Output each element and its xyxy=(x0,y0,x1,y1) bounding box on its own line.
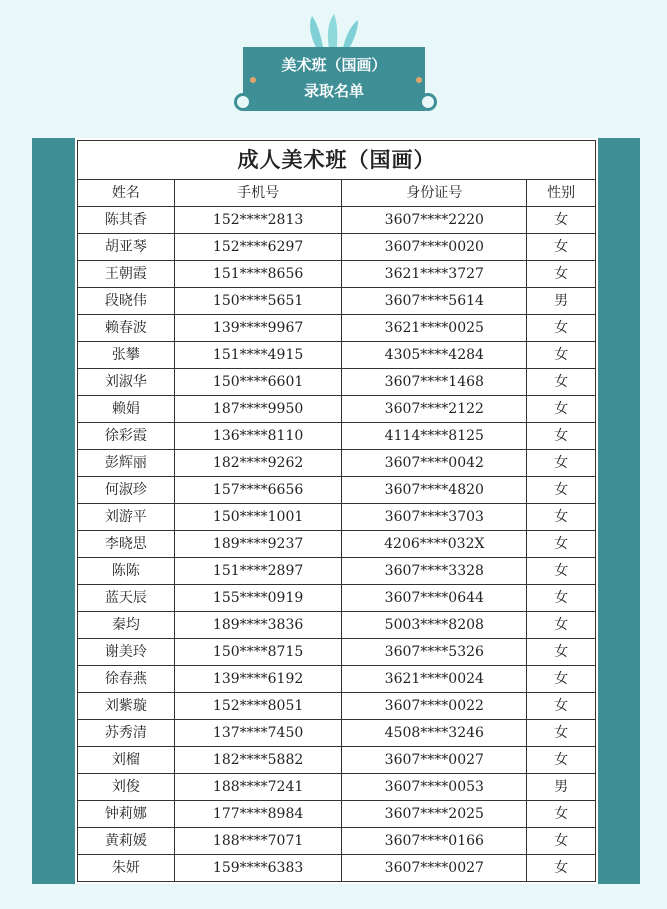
table-row xyxy=(78,504,596,531)
roster-body xyxy=(78,207,596,882)
table-row xyxy=(78,342,596,369)
cell-name: 刘游平 xyxy=(78,504,175,531)
cell-id-number: 3607****4820 xyxy=(342,477,527,504)
cell-name: 苏秀清 xyxy=(78,720,175,747)
cell-gender: 女 xyxy=(527,369,596,396)
table-row xyxy=(78,477,596,504)
banner-title-line2: 录取名单 xyxy=(303,82,364,100)
cell-gender: 女 xyxy=(527,558,596,585)
cell-phone: 150****1001 xyxy=(174,504,342,531)
table-row xyxy=(78,693,596,720)
cell-id-number: 3607****0042 xyxy=(342,450,527,477)
cell-gender: 女 xyxy=(527,612,596,639)
header-row xyxy=(78,180,596,207)
banner-dot-left xyxy=(250,77,256,83)
table-row xyxy=(78,315,596,342)
table-title: 成人美术班（国画） xyxy=(78,141,596,180)
cell-id-number: 3607****2122 xyxy=(342,396,527,423)
cell-name: 彭辉丽 xyxy=(78,450,175,477)
roster-table xyxy=(77,140,596,882)
cell-name: 段晓伟 xyxy=(78,288,175,315)
table-row xyxy=(78,396,596,423)
table-row xyxy=(78,639,596,666)
cell-phone: 155****0919 xyxy=(174,585,342,612)
table-row xyxy=(78,612,596,639)
header-phone: 手机号 xyxy=(174,180,342,207)
cell-gender: 女 xyxy=(527,342,596,369)
table-row xyxy=(78,423,596,450)
banner-ring-left xyxy=(234,93,252,111)
cell-gender: 女 xyxy=(527,720,596,747)
cell-phone: 159****6383 xyxy=(174,855,342,882)
cell-gender: 女 xyxy=(527,828,596,855)
cell-gender: 女 xyxy=(527,666,596,693)
table-row xyxy=(78,207,596,234)
cell-id-number: 3621****0025 xyxy=(342,315,527,342)
cell-gender: 男 xyxy=(527,288,596,315)
cell-phone: 182****9262 xyxy=(174,450,342,477)
cell-phone: 151****8656 xyxy=(174,261,342,288)
cell-name: 刘淑华 xyxy=(78,369,175,396)
table-row xyxy=(78,855,596,882)
cell-id-number: 3621****0024 xyxy=(342,666,527,693)
cell-name: 钟莉娜 xyxy=(78,801,175,828)
cell-gender: 女 xyxy=(527,396,596,423)
cell-phone: 150****6601 xyxy=(174,369,342,396)
table-row xyxy=(78,531,596,558)
cell-gender: 女 xyxy=(527,747,596,774)
cell-id-number: 4305****4284 xyxy=(342,342,527,369)
cell-id-number: 3607****3328 xyxy=(342,558,527,585)
cell-name: 王朝霞 xyxy=(78,261,175,288)
table-row xyxy=(78,666,596,693)
cell-gender: 女 xyxy=(527,234,596,261)
cell-gender: 女 xyxy=(527,504,596,531)
cell-gender: 女 xyxy=(527,261,596,288)
table-row xyxy=(78,801,596,828)
cell-gender: 女 xyxy=(527,585,596,612)
table-row xyxy=(78,261,596,288)
cell-id-number: 3607****3703 xyxy=(342,504,527,531)
cell-id-number: 4508****3246 xyxy=(342,720,527,747)
cell-phone: 139****9967 xyxy=(174,315,342,342)
table-row xyxy=(78,720,596,747)
table-row xyxy=(78,450,596,477)
cell-id-number: 3607****0022 xyxy=(342,693,527,720)
cell-phone: 152****8051 xyxy=(174,693,342,720)
cell-id-number: 3607****0027 xyxy=(342,747,527,774)
cell-phone: 139****6192 xyxy=(174,666,342,693)
cell-name: 刘榴 xyxy=(78,747,175,774)
cell-name: 陈其香 xyxy=(78,207,175,234)
cell-phone: 137****7450 xyxy=(174,720,342,747)
cell-name: 朱妍 xyxy=(78,855,175,882)
cell-name: 刘紫璇 xyxy=(78,693,175,720)
cell-gender: 女 xyxy=(527,693,596,720)
cell-phone: 151****2897 xyxy=(174,558,342,585)
cell-id-number: 4206****032X xyxy=(342,531,527,558)
cell-gender: 女 xyxy=(527,423,596,450)
cell-name: 谢美玲 xyxy=(78,639,175,666)
table-row xyxy=(78,828,596,855)
table-row xyxy=(78,288,596,315)
header-banner-area xyxy=(0,0,667,130)
banner-title-line1: 美术班（国画） xyxy=(281,56,387,74)
cell-id-number: 3607****0166 xyxy=(342,828,527,855)
header-id-number: 身份证号 xyxy=(342,180,527,207)
cell-phone: 189****9237 xyxy=(174,531,342,558)
cell-id-number: 3607****2025 xyxy=(342,801,527,828)
table-row xyxy=(78,774,596,801)
cell-name: 赖春波 xyxy=(78,315,175,342)
cell-name: 徐彩霞 xyxy=(78,423,175,450)
cell-gender: 女 xyxy=(527,450,596,477)
cell-name: 刘俊 xyxy=(78,774,175,801)
cell-gender: 女 xyxy=(527,855,596,882)
cell-phone: 187****9950 xyxy=(174,396,342,423)
cell-phone: 188****7071 xyxy=(174,828,342,855)
cell-gender: 女 xyxy=(527,477,596,504)
cell-name: 秦均 xyxy=(78,612,175,639)
cell-phone: 182****5882 xyxy=(174,747,342,774)
cell-phone: 152****6297 xyxy=(174,234,342,261)
header-name: 姓名 xyxy=(78,180,175,207)
cell-id-number: 3607****0053 xyxy=(342,774,527,801)
cell-id-number: 3607****5614 xyxy=(342,288,527,315)
cell-name: 陈陈 xyxy=(78,558,175,585)
cell-id-number: 3621****3727 xyxy=(342,261,527,288)
cell-name: 蓝天辰 xyxy=(78,585,175,612)
cell-gender: 女 xyxy=(527,315,596,342)
cell-phone: 150****8715 xyxy=(174,639,342,666)
cell-gender: 男 xyxy=(527,774,596,801)
banner-ring-right xyxy=(419,93,437,111)
cell-name: 何淑珍 xyxy=(78,477,175,504)
cell-phone: 157****6656 xyxy=(174,477,342,504)
cell-gender: 女 xyxy=(527,801,596,828)
cell-id-number: 3607****2220 xyxy=(342,207,527,234)
cell-gender: 女 xyxy=(527,531,596,558)
cell-name: 黄莉媛 xyxy=(78,828,175,855)
header-gender: 性别 xyxy=(527,180,596,207)
cell-name: 张攀 xyxy=(78,342,175,369)
cell-phone: 189****3836 xyxy=(174,612,342,639)
table-row xyxy=(78,234,596,261)
cell-gender: 女 xyxy=(527,639,596,666)
cell-phone: 177****8984 xyxy=(174,801,342,828)
cell-name: 赖娟 xyxy=(78,396,175,423)
title-row xyxy=(78,141,596,180)
cell-id-number: 5003****8208 xyxy=(342,612,527,639)
title-banner xyxy=(243,47,425,111)
table-row xyxy=(78,585,596,612)
cell-name: 徐春燕 xyxy=(78,666,175,693)
cell-id-number: 3607****0644 xyxy=(342,585,527,612)
cell-id-number: 3607****1468 xyxy=(342,369,527,396)
cell-phone: 150****5651 xyxy=(174,288,342,315)
cell-name: 李晓思 xyxy=(78,531,175,558)
cell-gender: 女 xyxy=(527,207,596,234)
cell-id-number: 4114****8125 xyxy=(342,423,527,450)
cell-id-number: 3607****5326 xyxy=(342,639,527,666)
table-row xyxy=(78,369,596,396)
table-row xyxy=(78,747,596,774)
cell-name: 胡亚琴 xyxy=(78,234,175,261)
cell-id-number: 3607****0020 xyxy=(342,234,527,261)
cell-phone: 136****8110 xyxy=(174,423,342,450)
table-row xyxy=(78,558,596,585)
cell-phone: 188****7241 xyxy=(174,774,342,801)
cell-phone: 151****4915 xyxy=(174,342,342,369)
cell-id-number: 3607****0027 xyxy=(342,855,527,882)
banner-dot-right xyxy=(416,77,422,83)
cell-phone: 152****2813 xyxy=(174,207,342,234)
